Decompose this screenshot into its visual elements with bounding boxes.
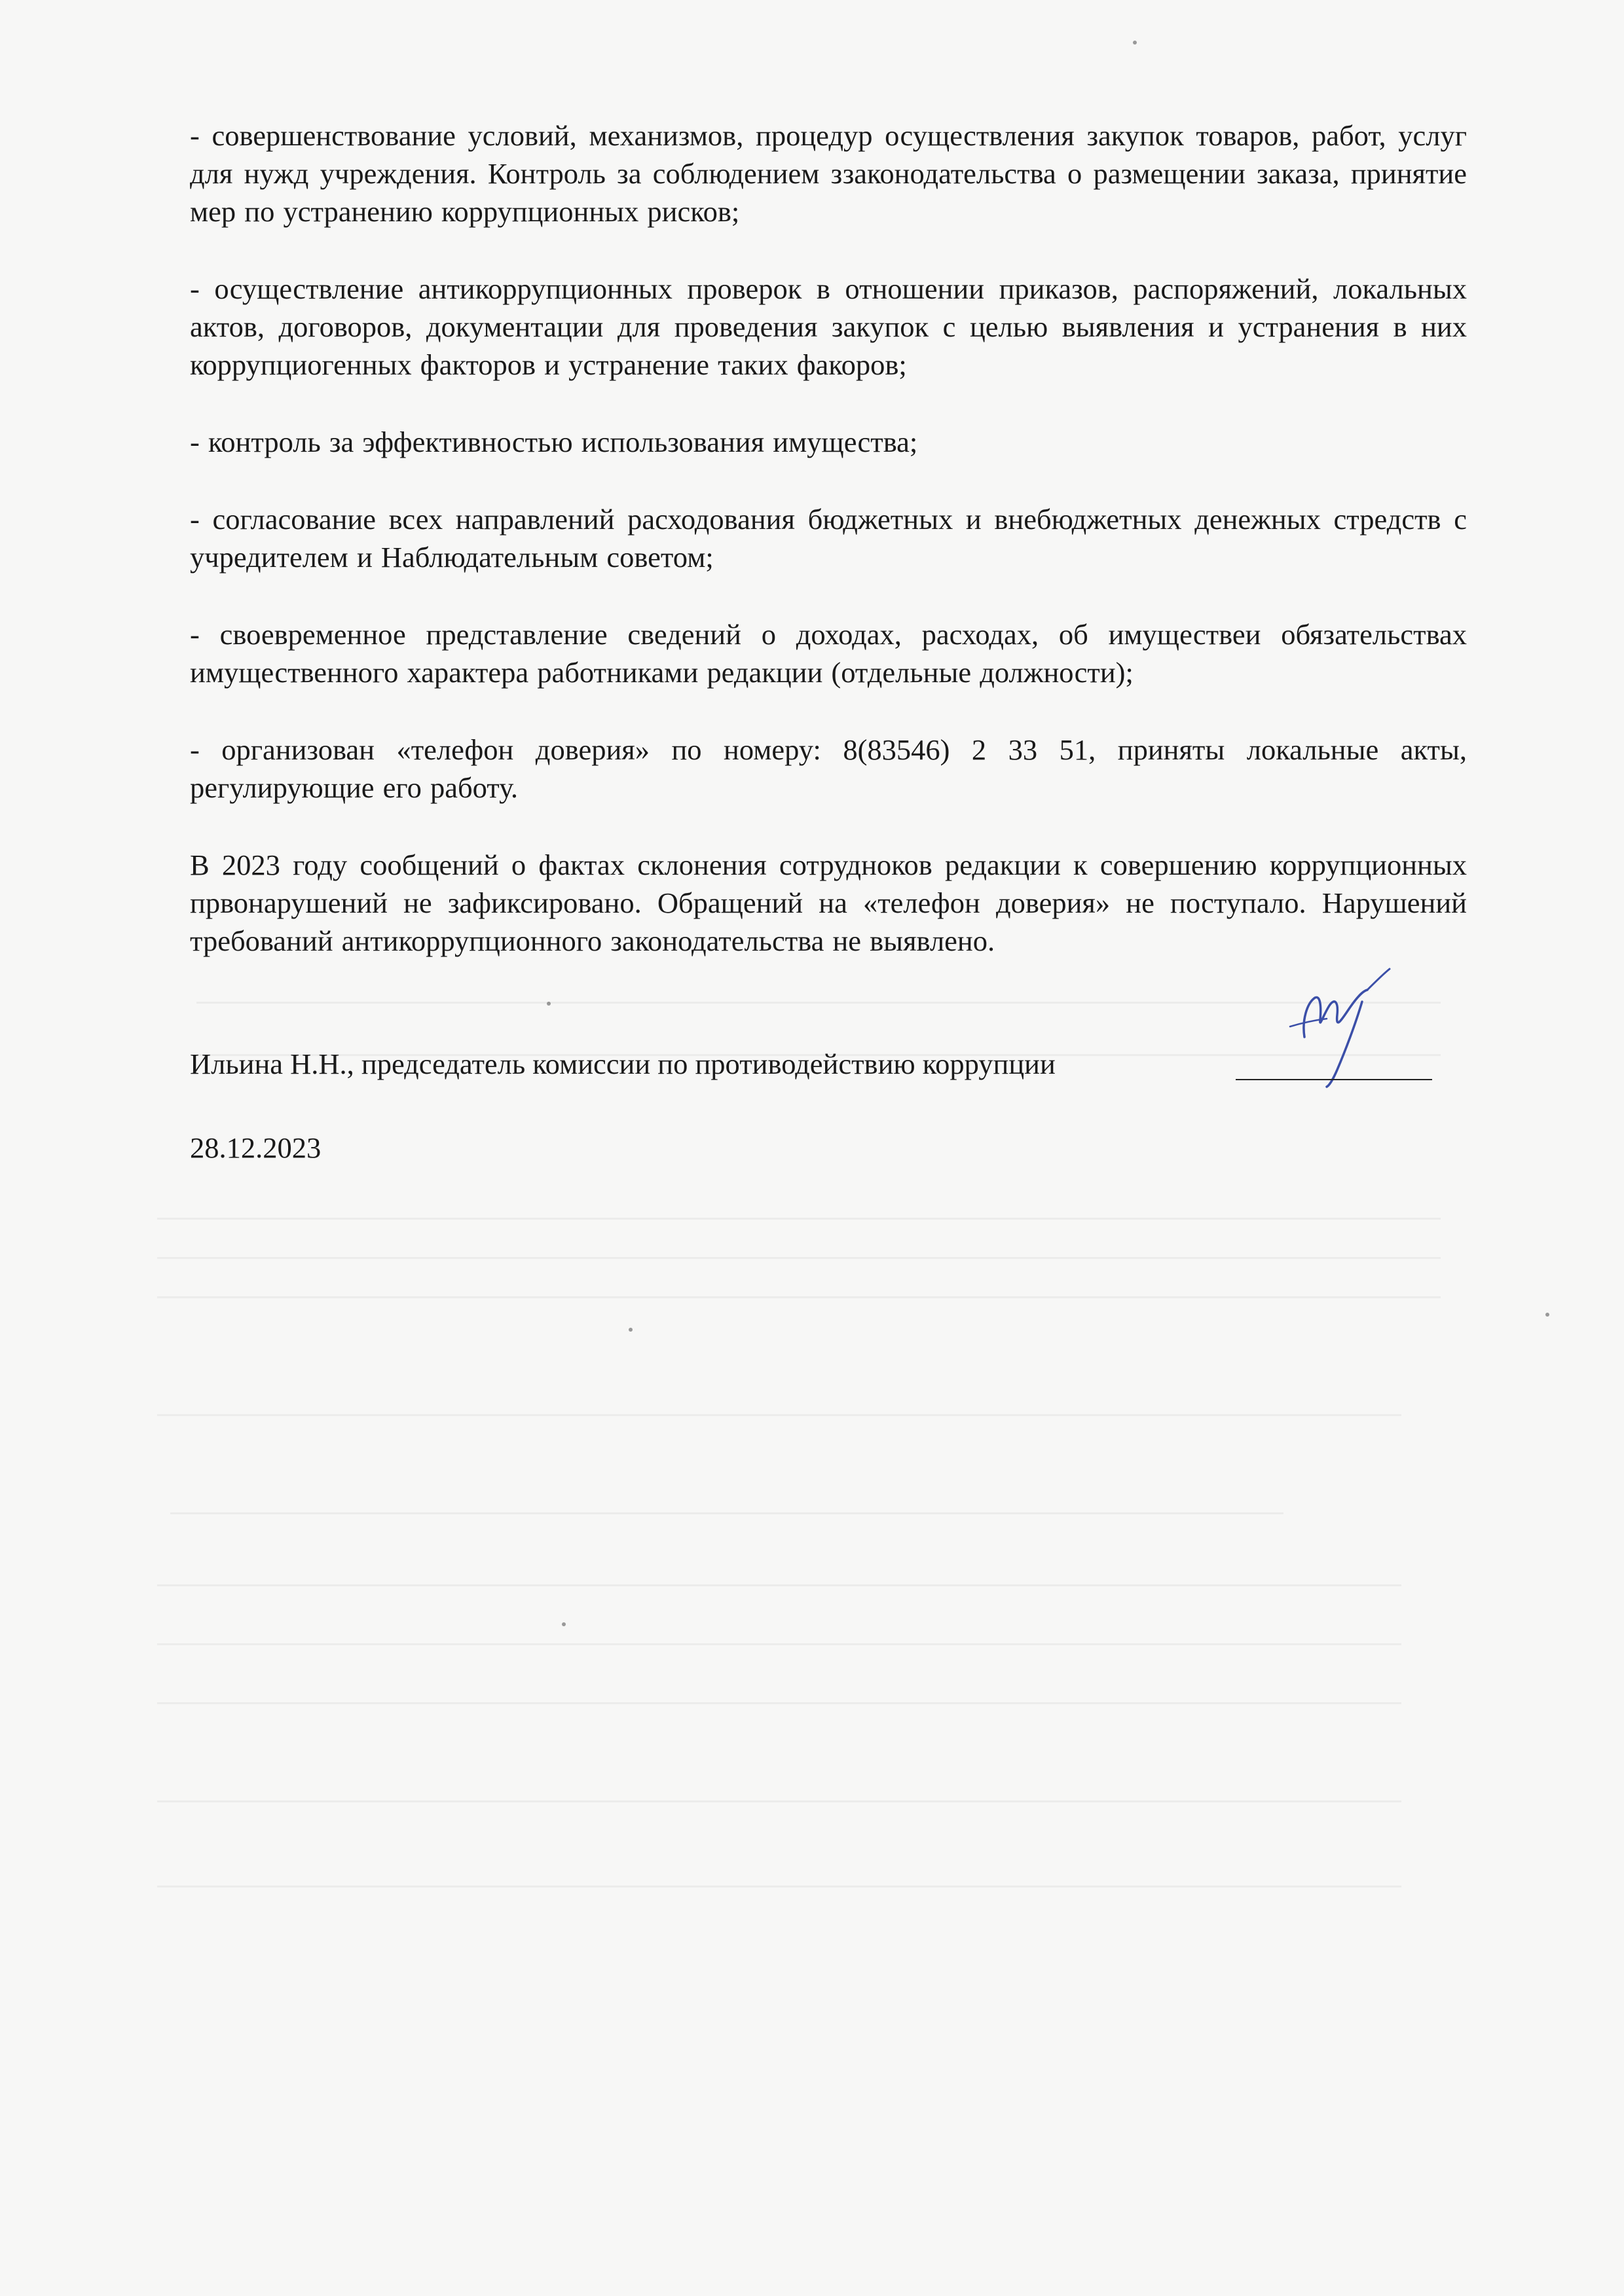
scan-speck	[1545, 1313, 1549, 1317]
signature-block	[190, 1045, 1467, 1083]
show-through-line	[157, 1643, 1401, 1645]
scan-speck	[1133, 41, 1137, 45]
show-through-line	[157, 1702, 1401, 1704]
signature-line	[1236, 1079, 1432, 1080]
show-through-line	[157, 1800, 1401, 1802]
measure-trust-hotline: - организован «телефон доверия» по номеру: 8(83546) 2 33 51, приняты локальные акты, регулирующие его работу.	[190, 733, 1467, 804]
measure-spending-approval: - согласование всех направлений расходования бюджетных и внебюджетных денежных стредств с учредителем и Наблюдательным советом;	[190, 503, 1467, 574]
document-body	[190, 117, 1467, 1167]
scan-speck	[562, 1622, 566, 1626]
show-through-line	[157, 1257, 1441, 1259]
show-through-line	[157, 1414, 1401, 1416]
show-through-line	[157, 1886, 1401, 1887]
show-through-line	[157, 1584, 1401, 1586]
measure-property-control: - контроль за эффективностью использования имущества;	[190, 426, 918, 458]
measure-procurement: - совершенствование условий, механизмов, процедур осуществления закупок товаров, работ, услуг для нужд учреждения. Контроль за соблюдением ззаконодательства о размещении заказа, принятие мер по устранению коррупционных рисков;	[190, 119, 1467, 228]
summary-paragraph: В 2023 году сообщений о фактах склонения сотрудноков редакции к совершению коррупционных првонарушений не зафиксировано. Обращений на «телефон доверия» не поступало. Нарушений требований антикоррупционного законодательства не выявлено.	[190, 848, 1467, 957]
show-through-line	[170, 1512, 1283, 1514]
signatory-name: Ильина Н.Н., председатель комиссии по противодействию коррупции	[190, 1048, 1056, 1080]
show-through-line	[157, 1296, 1441, 1298]
measure-anticorruption-checks: - осуществление антикоррупционных проверок в отношении приказов, распоряжений, локальных актов, договоров, документации для проведения закупок с целью выявления и устранения в них коррупциогенных факторов и устранение таких факоров;	[190, 272, 1467, 381]
document-date: 28.12.2023	[190, 1131, 322, 1164]
measure-income-declarations: - своевременное представление сведений о доходах, расходах, об имуществеи обязательствах имущественного характера работниками редакции (отдельные должности);	[190, 618, 1467, 689]
show-through-line	[157, 1218, 1441, 1220]
handwritten-signature	[1264, 960, 1414, 1091]
scan-speck	[629, 1328, 633, 1332]
